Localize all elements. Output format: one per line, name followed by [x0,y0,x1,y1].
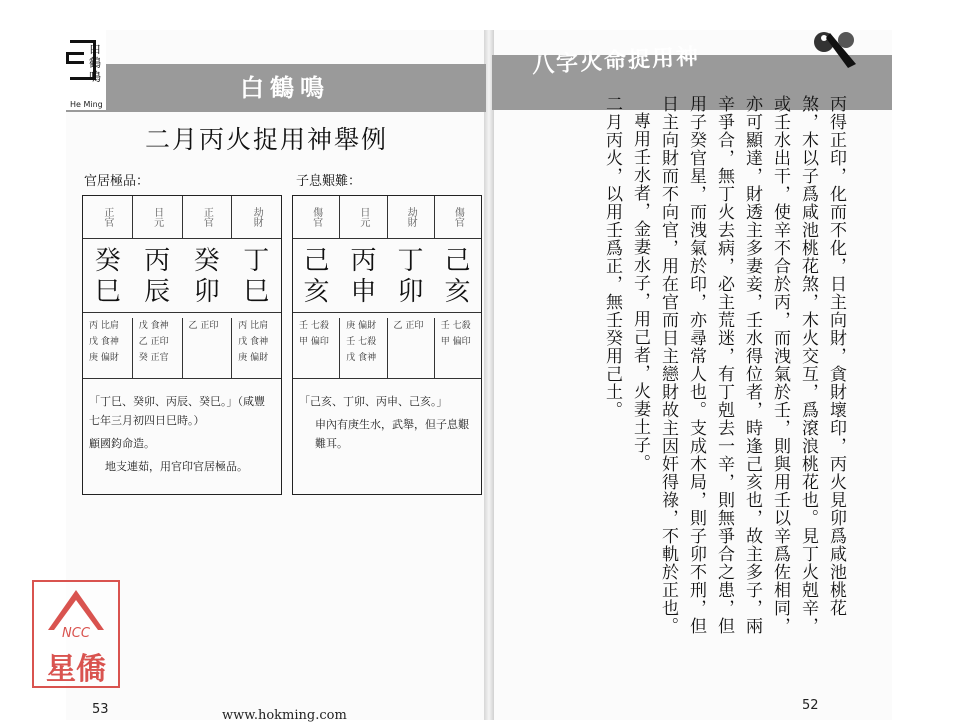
pillar [182,246,232,308]
ten-god-header: 劫財 [251,207,263,227]
chart-a-label: 官居極品： [84,174,150,189]
earthly-branch: 卯 [397,277,424,307]
left-page-number: 53 [92,702,109,717]
pillar [293,246,340,308]
note-line: 地支連茹，用官印官居極品。 [105,460,248,473]
pillar [340,246,387,308]
logo-english-text: He Ming [70,100,103,109]
note-line: 申內有庚生水，武舉，但子息艱難耳。 [315,418,469,450]
note-line: 「己亥、丁卯、丙申、己亥。」 [299,395,448,408]
ten-god-header: 傷官 [452,207,464,227]
heavenly-stem: 癸 [193,246,220,276]
earthly-branch: 辰 [144,277,171,307]
earthly-branch: 卯 [193,277,220,307]
heavenly-stem: 丁 [397,246,424,276]
ten-god-header: 正官 [83,196,133,238]
divider [293,312,481,313]
hidden-stems-cell: 丙 比肩 戊 食神 庚 偏財 [83,318,133,378]
ten-god-header: 傷官 [293,196,340,238]
pillar [434,246,481,308]
pillar-row [83,246,281,308]
chart-a-notes [89,392,275,480]
yin-yang-emblem-icon [810,28,860,70]
hidden-stems-cell: 乙 正印 [183,318,233,378]
heavenly-stem: 丙 [350,246,377,276]
stamp-english-text: NCC [62,626,90,641]
hidden-stems-cell: 庚 偏財 壬 七殺 戊 食神 [340,318,387,378]
ten-god-header: 正官 [183,196,233,238]
heavenly-stem: 己 [303,246,330,276]
earthly-branch: 亥 [444,277,471,307]
pillar [83,246,133,308]
book-gutter [484,30,494,720]
left-page-heading: 二月丙火捉用神舉例 [145,125,389,154]
hidden-stems-cell: 壬 七殺 甲 偏印 [440,321,471,347]
divider [83,312,281,313]
hidden-stems-cell: 戊 食神 乙 正印 癸 正官 [133,318,183,378]
earthly-branch: 申 [350,277,377,307]
ten-god-header: 日元 [340,196,387,238]
note-line: 「丁巳、癸卯、丙辰、癸巳。」（咸豐七年三月初四日巳時。） [89,395,265,427]
right-page-body-text [565,95,850,635]
logo-mark-icon-part [66,52,84,64]
bazi-chart-b [292,195,482,495]
body-paragraph: 丙得正印，化而不化，日主向財，貪財壞印，丙火見卯爲咸池桃花煞，木以子爲咸池桃花煞，木火交互，爲滾浪桃花也。見丁火剋辛，或壬水出干，使辛不合於丙，而洩氣於壬，則與用壬以辛爲佐相同，亦可顯達，財透主多妻妾，壬水得位者，時逢己亥也，故主多子，兩辛爭合，無丁火去病，必主荒迷，有丁剋去一辛，則無爭合之患，但用子癸官星，而洩氣於印，亦尋常人也。支成木局，則子卯不刑，但日主向財而不向官，用在官而日主戀財故主因奸得祿，不軌於正也。 [658,95,846,635]
heavenly-stem: 丁 [243,246,270,276]
ten-god-header-row [83,196,281,239]
ten-god-header-row [293,196,481,239]
body-paragraph: 專用壬水者，金妻水子，用己者，火妻土子。 [630,112,650,472]
chart-b-notes [299,392,475,457]
pillar [387,246,434,308]
earthly-branch: 巳 [94,277,121,307]
heavenly-stem: 己 [444,246,471,276]
pillar [232,246,282,308]
bazi-chart-a [82,195,282,495]
hidden-stems-cell: 壬 七殺 甲 偏印 [293,318,340,378]
body-paragraph: 二月丙火，以用壬爲正，無壬癸用己土。 [602,95,622,419]
footer-url: www.hokming.com [222,708,347,723]
hidden-stems-cell: 丙 比肩 戊 食神 庚 偏財 [238,321,269,363]
watermark-stamp [32,580,120,688]
heavenly-stem: 丙 [144,246,171,276]
stamp-chinese-text: 星僑 [46,652,106,687]
left-banner-title: 白鶴鳴 [240,74,330,102]
pillar-row [293,246,481,308]
heavenly-stem: 癸 [94,246,121,276]
logo-chinese-text: 白鶴鳴 [88,42,101,84]
note-line: 顧國鈞命造。 [89,437,155,450]
ten-god-header: 日元 [133,196,183,238]
hidden-stems-row [293,318,481,379]
earthly-branch: 亥 [303,277,330,307]
pillar [133,246,183,308]
right-page-number: 52 [802,698,819,713]
hidden-stems-row [83,318,281,379]
earthly-branch: 巳 [243,277,270,307]
ten-god-header: 劫財 [388,196,435,238]
hidden-stems-cell: 乙 正印 [388,318,435,378]
right-banner-title: 八字火命捉用神 [531,44,701,79]
chart-b-label: 子息艱難： [296,174,362,189]
